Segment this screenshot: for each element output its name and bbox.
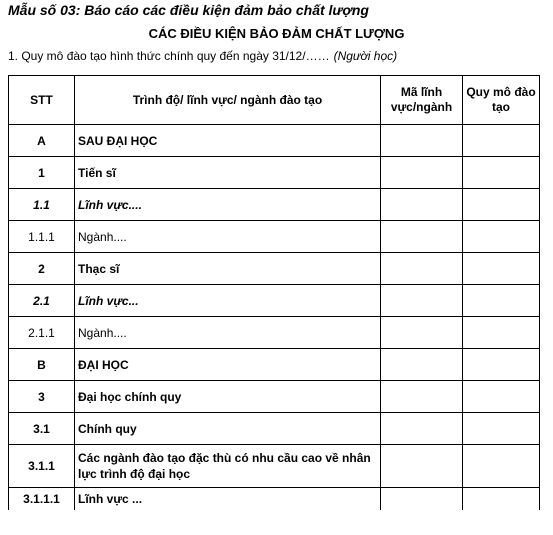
row-training-scale <box>463 349 540 381</box>
row-training-scale <box>463 317 540 349</box>
header-stt: STT <box>9 76 75 125</box>
table-row <box>9 445 540 488</box>
row-training-scale <box>463 221 540 253</box>
row-stt: 1.1.1 <box>9 221 75 253</box>
table-row <box>9 125 540 157</box>
table-row <box>9 488 540 511</box>
row-stt: 2.1 <box>9 285 75 317</box>
table-row <box>9 349 540 381</box>
row-stt: 3.1.1 <box>9 445 75 488</box>
row-training-scale <box>463 445 540 488</box>
row-name: Lĩnh vực ... <box>75 488 381 511</box>
row-stt: 3.1.1.1 <box>9 488 75 511</box>
quality-conditions-table <box>8 75 540 510</box>
row-field-code <box>381 445 463 488</box>
row-stt: 2.1.1 <box>9 317 75 349</box>
row-training-scale <box>463 413 540 445</box>
row-field-code <box>381 253 463 285</box>
row-field-code <box>381 285 463 317</box>
row-field-code <box>381 125 463 157</box>
table-row <box>9 189 540 221</box>
row-name: Ngành.... <box>75 317 381 349</box>
row-field-code <box>381 349 463 381</box>
row-name: Lĩnh vực.... <box>75 189 381 221</box>
form-title: Mẫu số 03: Báo cáo các điều kiện đảm bảo chất lượng <box>8 2 369 18</box>
header-training-scale: Quy mô đào tạo <box>463 76 540 125</box>
row-field-code <box>381 221 463 253</box>
intro-text: 1. Quy mô đào tạo hình thức chính quy đến ngày 31/12/…… <box>8 49 330 63</box>
row-name: Đại học chính quy <box>75 381 381 413</box>
intro-line <box>8 49 397 63</box>
row-field-code <box>381 488 463 511</box>
row-name: Lĩnh vực... <box>75 285 381 317</box>
table-row <box>9 285 540 317</box>
row-stt: 2 <box>9 253 75 285</box>
row-stt: 3.1 <box>9 413 75 445</box>
row-name: Chính quy <box>75 413 381 445</box>
header-field-code: Mã lĩnh vực/ngành <box>381 76 463 125</box>
row-field-code <box>381 413 463 445</box>
header-level-field-major: Trình độ/ lĩnh vực/ ngành đào tạo <box>75 76 381 125</box>
document-title: CÁC ĐIỀU KIỆN BẢO ĐẢM CHẤT LƯỢNG <box>148 26 405 41</box>
row-name: ĐẠI HỌC <box>75 349 381 381</box>
row-training-scale <box>463 381 540 413</box>
row-training-scale <box>463 157 540 189</box>
row-stt: 1.1 <box>9 189 75 221</box>
row-name: Thạc sĩ <box>75 253 381 285</box>
table-row <box>9 381 540 413</box>
table-row <box>9 413 540 445</box>
row-training-scale <box>463 488 540 511</box>
row-training-scale <box>463 189 540 221</box>
row-field-code <box>381 317 463 349</box>
row-stt: B <box>9 349 75 381</box>
intro-note: (Người học) <box>333 49 398 63</box>
row-field-code <box>381 157 463 189</box>
row-field-code <box>381 189 463 221</box>
row-training-scale <box>463 285 540 317</box>
table-header-row <box>9 76 540 125</box>
row-name: Ngành.... <box>75 221 381 253</box>
row-field-code <box>381 381 463 413</box>
row-training-scale <box>463 253 540 285</box>
table-row <box>9 253 540 285</box>
row-stt: A <box>9 125 75 157</box>
row-stt: 3 <box>9 381 75 413</box>
row-name: Tiến sĩ <box>75 157 381 189</box>
row-training-scale <box>463 125 540 157</box>
row-name: SAU ĐẠI HỌC <box>75 125 381 157</box>
table-row <box>9 317 540 349</box>
row-name: Các ngành đào tạo đặc thù có nhu cầu cao về nhân lực trình độ đại học <box>75 445 381 488</box>
table-row <box>9 221 540 253</box>
table-row <box>9 157 540 189</box>
row-stt: 1 <box>9 157 75 189</box>
